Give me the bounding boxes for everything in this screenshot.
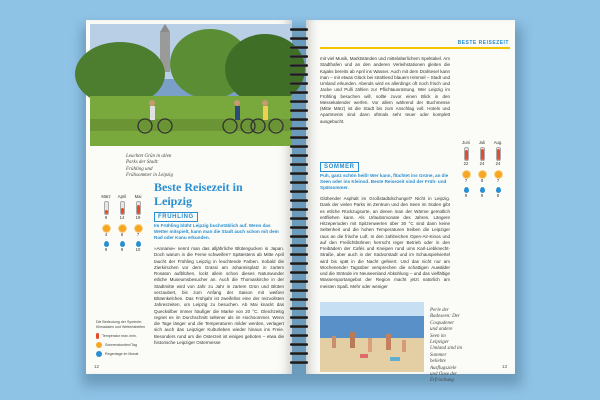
legend-temp: Temperatur max./min. (96, 333, 148, 339)
rain-days-value: 9 (480, 193, 484, 198)
spiral-coil (290, 352, 308, 355)
spiral-coil (290, 298, 308, 301)
spiral-coil (290, 361, 308, 364)
rain-days-value: 9 (104, 247, 108, 252)
spiral-coil (290, 28, 308, 31)
spiral-coil (290, 73, 308, 76)
rain-days-value: 8 (496, 193, 500, 198)
spiral-coil (290, 226, 308, 229)
thermometer-icon (104, 201, 109, 215)
spiral-coil (290, 271, 308, 274)
thermometer-icon (96, 333, 99, 339)
legend-rain: Regentage im Monat (96, 351, 148, 357)
spring-climate-table (98, 194, 146, 253)
spiral-coil (290, 46, 308, 49)
right-photo-caption: Perle der Badeseen: Der Cospudener und andere Seen im Leipziger Umland sind im Sommer beliebte Ausflugsziele und Oase der Erfrischung (430, 308, 462, 384)
park-photo-image (90, 24, 292, 146)
sun-icon (135, 225, 142, 232)
spiral-coil (290, 118, 308, 121)
thermometer-icon (496, 147, 501, 161)
spiral-coil (290, 253, 308, 256)
thermometer-icon (136, 201, 141, 215)
temperature-value: 24 (479, 161, 485, 166)
header-rule (320, 47, 510, 49)
month-column (490, 140, 506, 199)
spiral-coil (290, 37, 308, 40)
lake-photo-image (320, 302, 424, 372)
spiral-coil (290, 64, 308, 67)
page-title: Beste Reisezeit in Leipzig (154, 180, 243, 208)
spiral-coil (290, 172, 308, 175)
spiral-coil (290, 289, 308, 292)
right-page (306, 20, 515, 384)
left-page (86, 20, 292, 374)
month-label: März (101, 194, 111, 199)
lake-photo (320, 302, 424, 372)
sun-hours-value: 7 (496, 178, 500, 183)
spring-body-continued: mit viel Musik, Marktständen und mittelalterlichem Spektakel. Am Stadthafen und an den anderen Verleihstationen gleiten die Kajaks bereits ab April ins Wasser. Auch mit dem Drahtesel kann man – mit etwas Glück bei strahlend blauem Himmel – Stadt und Umland erkunden. Abends wird es allerdings oft noch frisch und Jacke und Pulli zählen zur Pflichtausrüstung. Wer Leipzig im Frühling besuchen will, sollte zuvor einen Blick in den Messekalender werfen. Vor allem während der Buchmesse (Mitte März) ist die Stadt bis zum Anschlag voll. Hotels und Apartments sind dann oftmals sehr teuer oder komplett ausgebucht. (320, 56, 450, 124)
spiral-coil (290, 136, 308, 139)
month-label: Mai (134, 194, 142, 199)
spiral-coil (290, 343, 308, 346)
temperature-value: 24 (495, 161, 501, 166)
summer-label: SOMMER (320, 162, 359, 172)
spiral-coil (290, 127, 308, 130)
spiral-coil (290, 334, 308, 337)
park-photo (90, 24, 292, 146)
spiral-coil (290, 199, 308, 202)
sun-icon (96, 342, 102, 348)
left-photo-caption: Leuchtet Grün in allen Parks der Stadt: Frühling und Frühsommer in Leipzig (126, 154, 173, 179)
spiral-coil (290, 208, 308, 211)
temperature-value: 14 (119, 215, 125, 220)
page-number-left: 12 (94, 364, 100, 369)
spiral-coil (290, 91, 308, 94)
spiral-coil (290, 145, 308, 148)
spiral-coil (290, 235, 308, 238)
sun-icon (479, 171, 486, 178)
legend-title: Die Bedeutung der Symbole: Klimadaten und Wettertabellen (96, 320, 146, 329)
spiral-coil (290, 262, 308, 265)
month-column (474, 140, 490, 199)
sun-icon (463, 171, 470, 178)
legend-sun: Sonnenstunden/Tag (96, 342, 148, 348)
spiral-coil (290, 109, 308, 112)
month-column (130, 194, 146, 253)
month-column (114, 194, 130, 253)
spiral-binding (288, 28, 310, 372)
month-column (98, 194, 114, 253)
temperature-value: 22 (463, 161, 469, 166)
summer-climate-table (458, 140, 506, 199)
spring-body: »Annanie« nennt man das alljährliche Blütengucken in Japan. Doch warum in die Ferne schweifen? Spätestens ab Mitte April taucht der Frühling Leipzig in leuchtende Farben. Sobald die Zierkirschen vor dem Grassi am Johannisplatz in zartem Rosaton aufblühen, lockt allein schon dieses Naturwunder etliche Museumsbesucher an. Auch die Thomaskirche in der Stadtmitte wird von Jahr zu Jahr in zartem Grün und Blüten verzaubert, bis zum Anfang der Saison mit weißen Blütenkelchen. Das Frühjahr ist zweifellos eine der reizvollsten Jahreszeiten, um Leipzig zu besuchen. Ab Mai knackt das Quecksilber immer häufiger die Marke von 20 °C. Gleichzeitig regnet es im Durchschnitt seltener als im Hochsommer. Wenn die Tage länger und die Temperaturen milder werden, verlagert sich auch das Leipziger Kulturleben wieder hinaus ins Freie. Besonders rund um die Osterzeit ist einiges geboten – etwa die historische Leipziger Ostermesse (154, 246, 284, 345)
sun-icon (103, 225, 110, 232)
spiral-coil (290, 244, 308, 247)
month-label: Juni (462, 140, 470, 145)
spring-lead: Im Frühling blüht Leipzig buchstäblich auf. Wenn das Wetter mitspielt, kann man die Stadt auch schon mit dem Rad oder Kanu erkunden. (154, 223, 279, 241)
rain-days-value: 9 (464, 193, 468, 198)
month-column (458, 140, 474, 199)
spiral-coil (290, 325, 308, 328)
month-label: Juli (478, 140, 486, 145)
running-head: BESTE REISEZEIT (457, 40, 509, 46)
sun-hours-value: 7 (136, 232, 140, 237)
spiral-coil (290, 82, 308, 85)
summer-lead: Puh, ganz schön heiß! Wer kann, flüchtet ins Grüne, an die Seen oder ins Kleinod. Beste Reisezeit sind der Früh- und Spätsommer. (320, 173, 449, 191)
sun-icon (495, 171, 502, 178)
sun-icon (119, 225, 126, 232)
spiral-coil (290, 163, 308, 166)
temperature-value: 9 (104, 215, 108, 220)
raindrop-icon (96, 351, 102, 357)
spiral-coil (290, 55, 308, 58)
symbol-legend (96, 320, 148, 357)
spiral-coil (290, 190, 308, 193)
spiral-coil (290, 307, 308, 310)
spring-label: FRÜHLING (154, 212, 198, 222)
rain-days-value: 9 (120, 247, 124, 252)
temperature-value: 19 (135, 215, 141, 220)
spiral-coil (290, 316, 308, 319)
month-label: Aug. (493, 140, 503, 145)
thermometer-icon (464, 147, 469, 161)
thermometer-icon (120, 201, 125, 215)
rain-days-value: 10 (135, 247, 141, 252)
spiral-coil (290, 154, 308, 157)
summer-body: Glühender Asphalt im Großstadtdschungel? Nicht in Leipzig. Dank der vielen Parks im Zentrum und den Seen im Süden gibt es etliche Rückzugsorte, an denen man der Wärme gemütlich entfliehen kann. Als Urlaubsmonate des Jahres. Längere Hitzeperioden mit Spitzenwerten über 30 °C sind dann keine Seltenheit und die hohen Temperaturen treiben die Leipziger raus an die frische Luft. In den zahlreichen Open-Air-Kinos und auf den Freilichtbühnen herrscht reger Betrieb oder in den Freibädern der Cafés und Kneipen rund ums Karl-Liebknecht-Straße, aber auch in der Südvorstadt und im Schauspielviertel wird bis spät in die Nacht gefeiert. Und das nicht nur am Wochenende! Tagsüber versprechen die schattigen Auwälder und die Strände im Neuseenland Abkühlung – und das vielfältige Wassersportangebot der Region macht jetzt natürlich am meisten Spaß. Mehr oder weniger (320, 196, 450, 289)
sun-hours-value: 4 (104, 232, 108, 237)
spiral-coil (290, 181, 308, 184)
sun-hours-value: 8 (480, 178, 484, 183)
month-label: April (117, 194, 127, 199)
sun-hours-value: 7 (464, 178, 468, 183)
thermometer-icon (480, 147, 485, 161)
spiral-coil (290, 280, 308, 283)
page-number-right: 13 (501, 364, 507, 369)
spiral-coil (290, 100, 308, 103)
spiral-coil (290, 217, 308, 220)
sun-hours-value: 6 (120, 232, 124, 237)
